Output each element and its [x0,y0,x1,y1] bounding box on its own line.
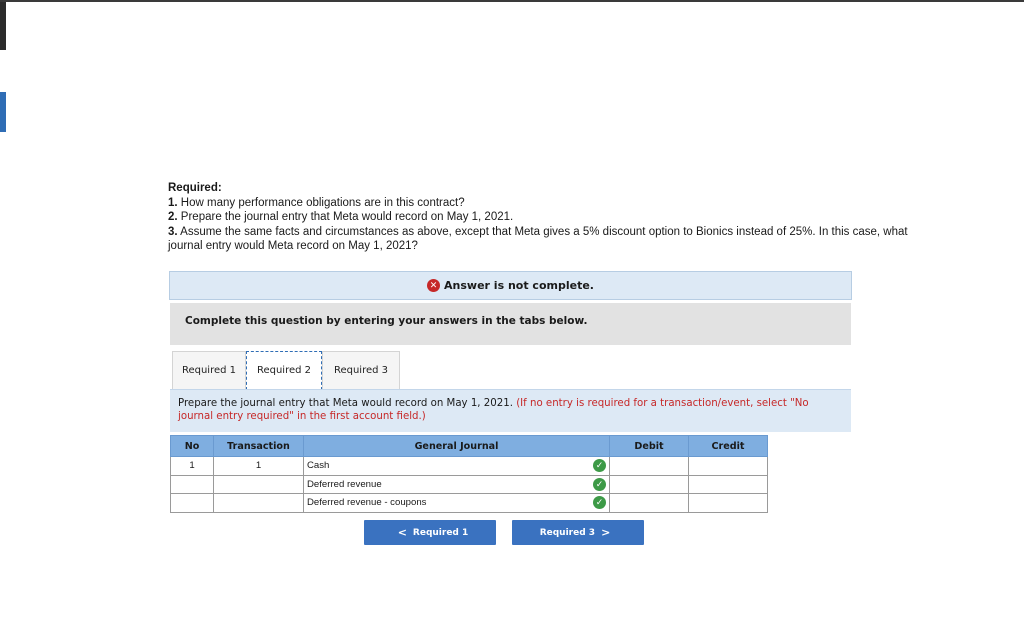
col-debit: Debit [610,436,689,457]
tab-required-3[interactable]: Required 3 [322,351,400,389]
chevron-right-icon: > [601,526,611,539]
tab-required-1[interactable]: Required 1 [172,351,246,389]
checkmark-icon: ✓ [593,478,606,491]
next-button-label: Required 3 [539,527,596,538]
requirement-number: 2. [168,211,178,224]
requirement-text: Prepare the journal entry that Meta would record on May 1, 2021. [180,211,514,224]
col-no: No [171,436,214,457]
debit-field[interactable] [610,475,689,494]
left-edge-accent [0,92,6,132]
credit-field[interactable] [689,475,768,494]
prompt-note: (If no entry is required for a transaction/event, select "No journal entry required" in the first account field.) [178,398,809,422]
requirement-1 [168,196,918,211]
prev-required-button[interactable] [364,520,496,545]
account-field[interactable] [304,494,610,513]
row-no [171,494,214,513]
requirement-3 [168,225,918,254]
debit-field[interactable] [610,457,689,476]
requirements-heading: Required: [168,182,222,194]
row-transaction [214,494,304,513]
requirement-number: 3. [168,225,178,238]
requirement-text: How many performance obligations are in this contract? [180,196,465,209]
requirement-text: Assume the same facts and circumstances as above, except that Meta gives a 5% discount option to Bionics instead of 25%. In this case, what journal entry would Meta record on May 1, 2021? [168,225,908,253]
credit-field[interactable] [689,494,768,513]
prev-button-label: Required 1 [412,527,469,538]
account-name: Deferred revenue - coupons [307,497,427,509]
col-general-journal: General Journal [304,436,610,457]
journal-table [170,435,768,513]
requirement-2 [168,210,918,225]
answer-status-banner [169,271,852,300]
checkmark-icon: ✓ [593,496,606,509]
prompt-paragraph [178,398,843,423]
account-field[interactable] [304,475,610,494]
tab-required-2[interactable]: Required 2 [246,351,322,390]
requirement-tabs [172,351,400,389]
prompt-box [170,389,851,432]
col-credit: Credit [689,436,768,457]
table-row [171,475,768,494]
chevron-left-icon: < [397,526,407,539]
prompt-text: Prepare the journal entry that Meta would record on May 1, 2021. [178,398,513,409]
col-transaction: Transaction [214,436,304,457]
top-border [0,0,1024,2]
instructions-banner [170,303,851,345]
row-transaction: 1 [214,457,304,476]
row-no: 1 [171,457,214,476]
left-edge-dark [0,2,6,50]
table-row [171,494,768,513]
table-row [171,457,768,476]
account-name: Cash [307,460,330,472]
answer-status-text: Answer is not complete. [444,279,594,292]
credit-field[interactable] [689,457,768,476]
account-field[interactable] [304,457,610,476]
account-name: Deferred revenue [307,478,382,490]
requirement-number: 1. [168,196,178,209]
journal-header-row [171,436,768,457]
error-x-icon: ✕ [427,279,440,292]
question-requirements [168,181,918,254]
next-required-button[interactable] [512,520,644,545]
row-transaction [214,475,304,494]
checkmark-icon: ✓ [593,459,606,472]
row-no [171,475,214,494]
debit-field[interactable] [610,494,689,513]
instructions-text: Complete this question by entering your answers in the tabs below. [185,315,588,327]
